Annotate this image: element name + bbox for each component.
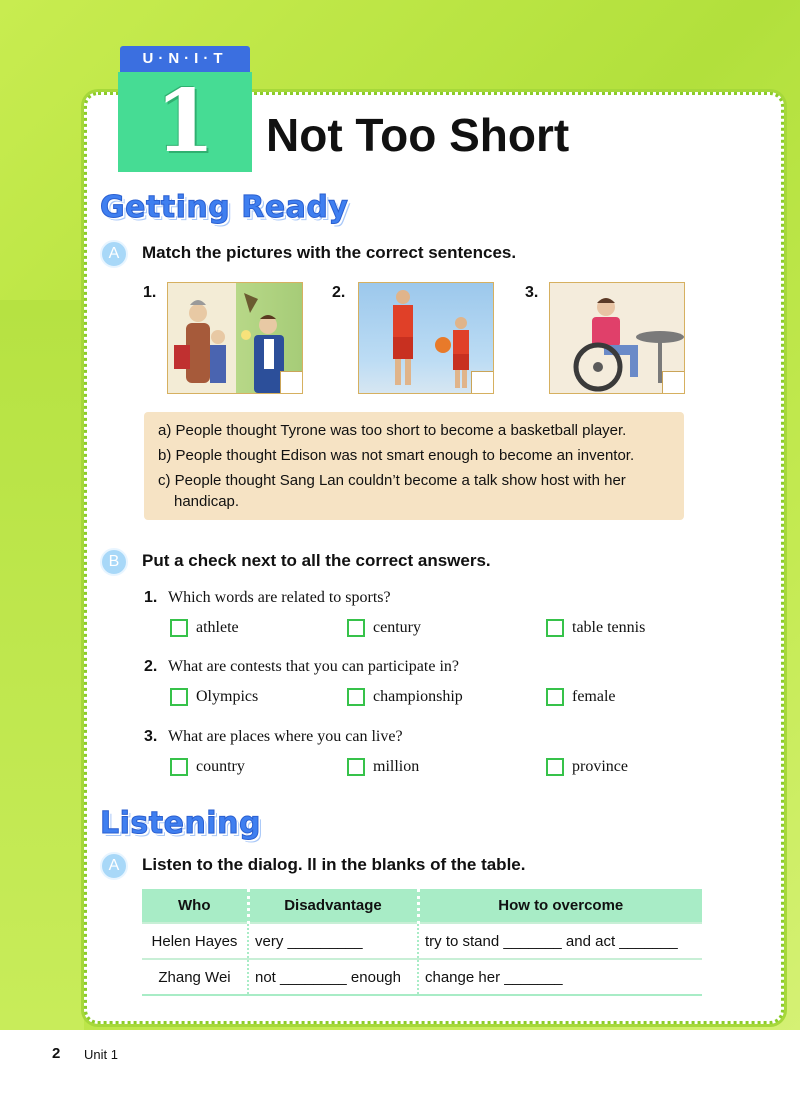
question-text: What are contests that you can participate in? — [168, 658, 459, 675]
cell-who: Helen Hayes — [142, 923, 248, 959]
picture-number: 1. — [143, 284, 157, 301]
listening-part-a-badge: A — [100, 852, 128, 880]
listening-heading: Listening — [100, 806, 261, 841]
page-number: 2 — [52, 1045, 61, 1062]
question-number: 2. — [144, 658, 158, 675]
listening-instruction: Listen to the dialog. ll in the blanks of the table. — [142, 855, 526, 874]
footer-band — [0, 1030, 800, 1114]
picture-basketball — [358, 282, 494, 394]
option-label: athlete — [196, 619, 239, 636]
option-label: country — [196, 758, 245, 775]
checkbox-athlete[interactable] — [170, 619, 188, 637]
unit-title: Not Too Short — [266, 109, 570, 161]
table-header-row — [142, 889, 702, 923]
table-row — [142, 959, 702, 995]
picture-edison — [167, 282, 303, 394]
option-label: century — [373, 619, 421, 636]
cell-who: Zhang Wei — [142, 959, 248, 995]
option-label: championship — [373, 688, 463, 705]
question-text: What are places where you can live? — [168, 728, 403, 745]
answer-box[interactable] — [471, 371, 493, 393]
page-label: Unit 1 — [84, 1047, 118, 1062]
header-how-to-overcome: How to overcome — [418, 889, 702, 923]
sentence-b: b) People thought Edison was not smart enough to become an inventor. — [158, 447, 635, 464]
header-who: Who — [142, 889, 248, 923]
cell-disadvantage[interactable]: not ________ enough — [248, 959, 418, 995]
option-label: female — [572, 688, 616, 705]
question-text: Which words are related to sports? — [168, 589, 391, 606]
cell-disadvantage[interactable]: very _________ — [248, 923, 418, 959]
picture-number: 3. — [525, 284, 539, 301]
part-a-badge: A — [100, 240, 128, 268]
unit-tab: U·N·I·T — [120, 46, 250, 72]
part-a-instruction: Match the pictures with the correct sentences. — [142, 243, 517, 262]
background-band — [0, 300, 84, 1030]
cell-how-to-overcome[interactable]: change her _______ — [418, 959, 702, 995]
checkbox-province[interactable] — [546, 758, 564, 776]
question-number: 1. — [144, 589, 158, 606]
table-row — [142, 923, 702, 959]
part-b-badge: B — [100, 548, 128, 576]
header-disadvantage: Disadvantage — [248, 889, 418, 923]
checkbox-century[interactable] — [347, 619, 365, 637]
sentence-a: a) People thought Tyrone was too short to become a basketball player. — [158, 422, 627, 439]
option-label: province — [572, 758, 628, 775]
option-label: million — [373, 758, 420, 775]
checkbox-table-tennis[interactable] — [546, 619, 564, 637]
checkbox-million[interactable] — [347, 758, 365, 776]
answer-box[interactable] — [280, 371, 302, 393]
option-label: table tennis — [572, 619, 646, 636]
sentence-c: c) People thought Sang Lan couldn’t become a talk show host with her — [158, 472, 626, 489]
unit-number: 1 — [118, 72, 252, 172]
checkbox-championship[interactable] — [347, 688, 365, 706]
sentence-box — [144, 412, 684, 520]
checkbox-female[interactable] — [546, 688, 564, 706]
answer-box[interactable] — [662, 371, 684, 393]
question-number: 3. — [144, 728, 158, 745]
cell-how-to-overcome[interactable]: try to stand _______ and act _______ — [418, 923, 702, 959]
sentence-c-continued: handicap. — [174, 493, 240, 510]
getting-ready-heading: Getting Ready — [100, 190, 349, 225]
checkbox-country[interactable] — [170, 758, 188, 776]
picture-number: 2. — [332, 284, 346, 301]
part-b-instruction: Put a check next to all the correct answers. — [142, 551, 491, 570]
picture-wheelchair — [549, 282, 685, 394]
listening-table — [142, 889, 702, 996]
option-label: Olympics — [196, 688, 259, 705]
checkbox-olympics[interactable] — [170, 688, 188, 706]
